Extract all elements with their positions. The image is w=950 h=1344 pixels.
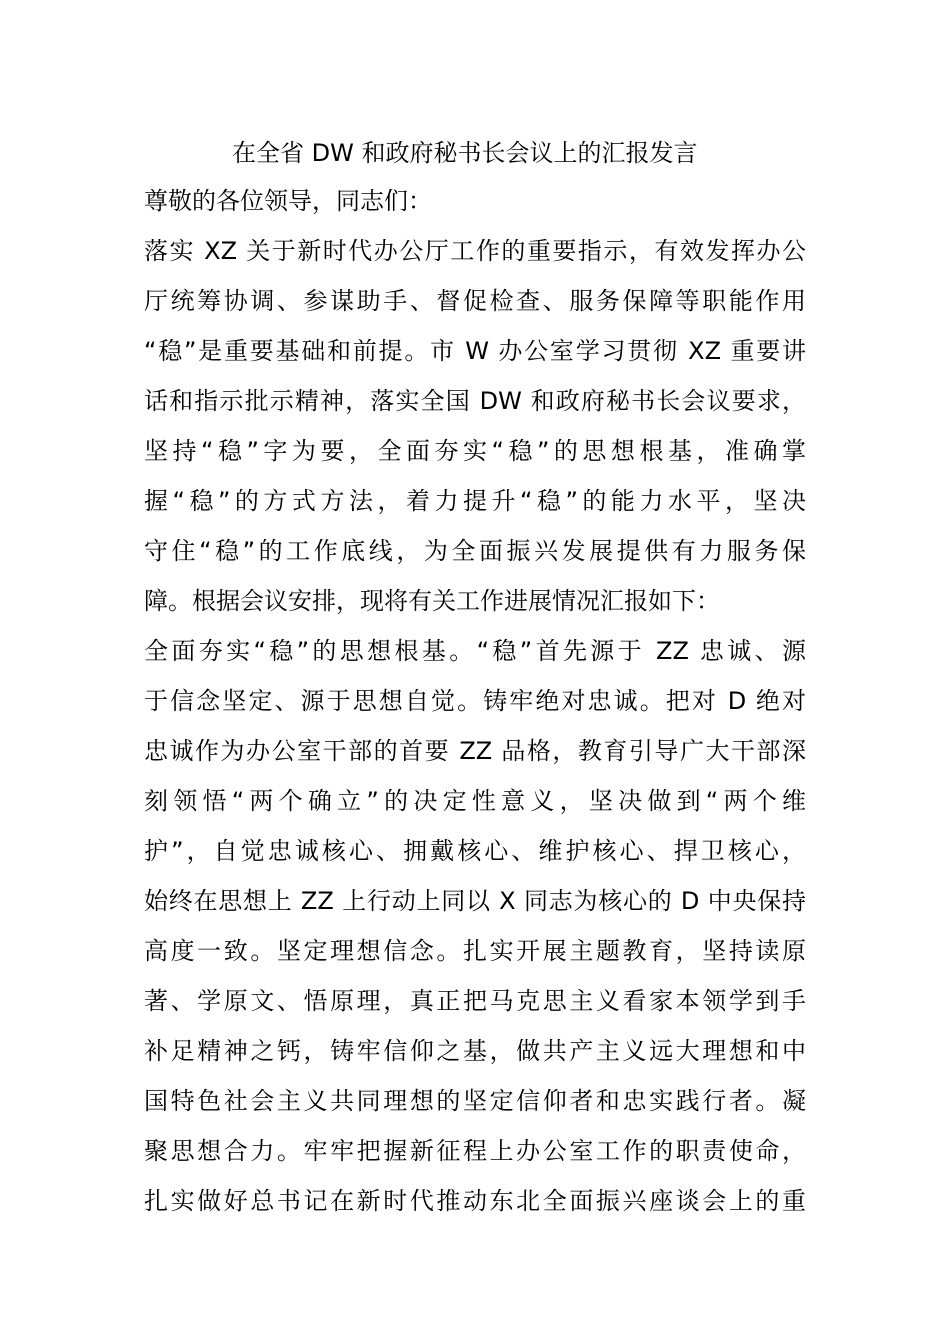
body-line-12: 刻领悟“两个确立”的决定性意义，坚决做到“两个维	[144, 787, 806, 815]
body-line-15: 高度一致。坚定理想信念。扎实开展主题教育，坚持读原	[144, 937, 806, 965]
body-line-3: “稳”是重要基础和前提。市 W 办公室学习贯彻 XZ 重要讲	[144, 337, 806, 365]
body-line-2: 厅统筹协调、参谋助手、督促检查、服务保障等职能作用	[144, 287, 806, 315]
body-line-17: 补足精神之钙，铸牢信仰之基，做共产主义远大理想和中	[144, 1037, 806, 1065]
body-line-19: 聚思想合力。牢牢把握新征程上办公室工作的职责使命，	[144, 1137, 806, 1165]
body-line-4: 话和指示批示精神，落实全国 DW 和政府秘书长会议要求，	[144, 387, 806, 415]
body-line-13: 护”，自觉忠诚核心、拥戴核心、维护核心、捍卫核心，	[144, 837, 806, 865]
body-line-14: 始终在思想上 ZZ 上行动上同以 X 同志为核心的 D 中央保持	[144, 887, 806, 915]
body-line-11: 忠诚作为办公室干部的首要 ZZ 品格，教育引导广大干部深	[144, 737, 806, 765]
salutation: 尊敬的各位领导，同志们：	[144, 187, 432, 215]
body-line-18: 国特色社会主义共同理想的坚定信仰者和忠实践行者。凝	[144, 1087, 806, 1115]
document-title: 在全省 DW 和政府秘书长会议上的汇报发言	[232, 139, 698, 167]
body-line-1: 落实 XZ 关于新时代办公厅工作的重要指示，有效发挥办公	[144, 237, 806, 265]
body-line-9: 全面夯实“稳”的思想根基。“稳”首先源于 ZZ 忠诚、源	[144, 637, 806, 665]
body-line-6: 握“稳”的方式方法，着力提升“稳”的能力水平，坚决	[144, 487, 806, 515]
body-line-5: 坚持“稳”字为要，全面夯实“稳”的思想根基，准确掌	[144, 437, 806, 465]
body-line-10: 于信念坚定、源于思想自觉。铸牢绝对忠诚。把对 D 绝对	[144, 687, 806, 715]
body-line-7: 守住“稳”的工作底线，为全面振兴发展提供有力服务保	[144, 537, 806, 565]
body-line-20: 扎实做好总书记在新时代推动东北全面振兴座谈会上的重	[144, 1187, 806, 1215]
body-line-8: 障。根据会议安排，现将有关工作进展情况汇报如下：	[144, 587, 720, 615]
body-line-16: 著、学原文、悟原理，真正把马克思主义看家本领学到手	[144, 987, 806, 1015]
